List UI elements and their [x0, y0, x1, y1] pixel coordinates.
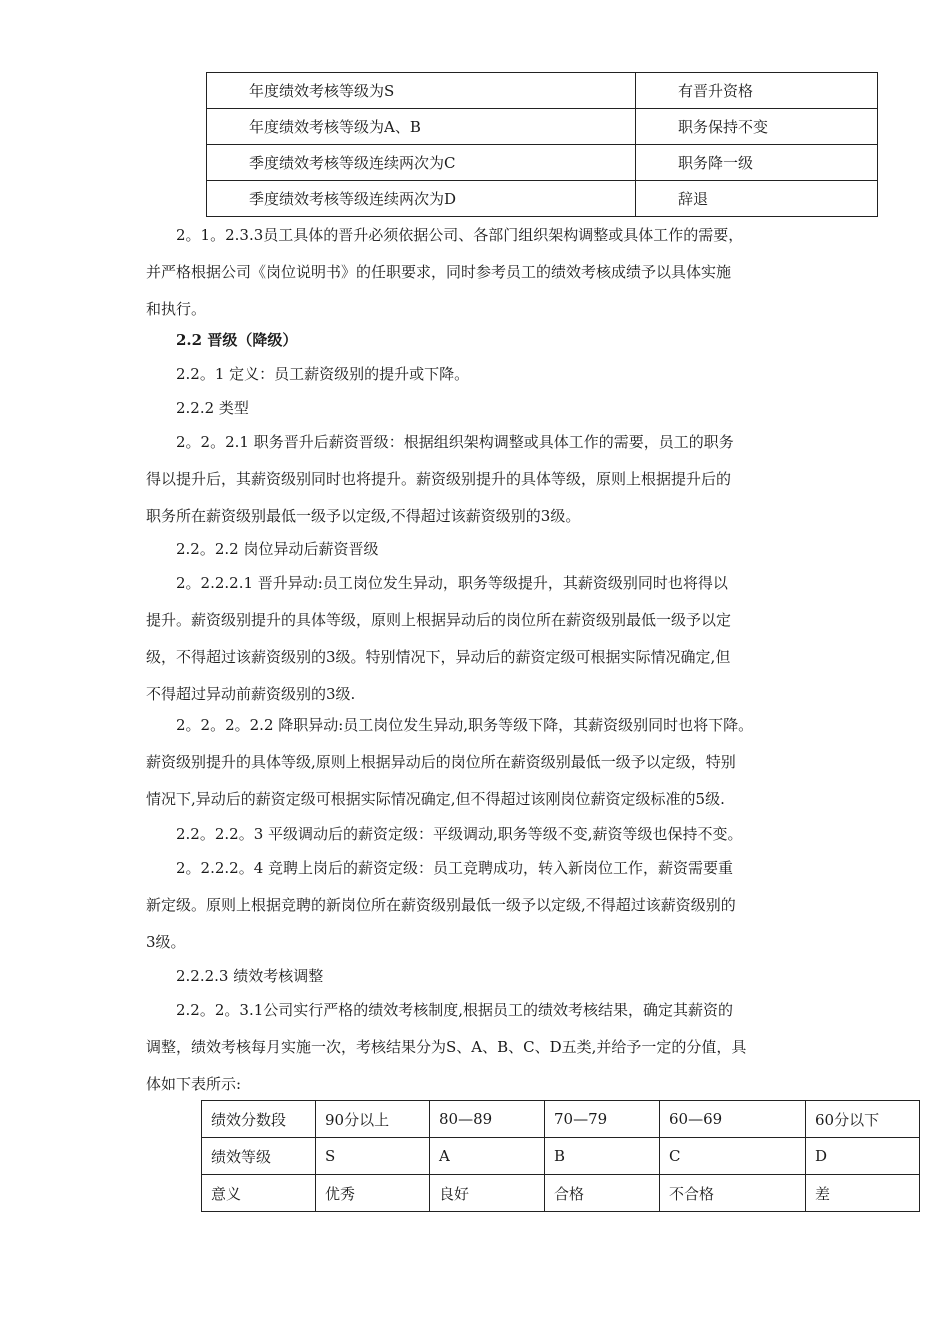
table-cell: 60分以下: [806, 1101, 920, 1138]
paragraph-definition: 2.2。1 定义：员工薪资级别的提升或下降。: [176, 365, 470, 383]
table-cell: 年度绩效考核等级为S: [207, 73, 636, 109]
table-cell: A: [430, 1138, 545, 1175]
table-cell: S: [316, 1138, 430, 1175]
text-line: 和执行。: [146, 300, 207, 318]
paragraph-types: 2.2.2 类型: [176, 399, 249, 417]
text-line: 3级。: [146, 933, 186, 951]
table-cell: 良好: [430, 1175, 545, 1212]
table-cell: 差: [806, 1175, 920, 1212]
table-cell: 职务保持不变: [636, 109, 878, 145]
table-cell: C: [660, 1138, 806, 1175]
text-line: 提升。薪资级别提升的具体等级，原则上根据异动后的岗位所在薪资级别最低一级予以定: [146, 611, 732, 629]
table-row: [207, 73, 878, 109]
paragraph-competitive-post: [146, 850, 836, 961]
text-line: 2。2。2.1 职务晋升后薪资晋级：根据组织架构调整或具体工作的需要，员工的职务: [176, 433, 734, 451]
table-cell: 季度绩效考核等级连续两次为D: [207, 181, 636, 217]
text-line: 体如下表所示:: [146, 1075, 242, 1093]
text-line: 新定级。原则上根据竞聘的新岗位所在薪资级别最低一级予以定级,不得超过该薪资级别的: [146, 896, 736, 914]
table-cell: 季度绩效考核等级连续两次为C: [207, 145, 636, 181]
text-line: 并严格根据公司《岗位说明书》的任职要求，同时参考员工的绩效考核成绩予以具体实施: [146, 263, 732, 281]
paragraph-2-2-2-1: [146, 424, 836, 535]
table-cell: 年度绩效考核等级为A、B: [207, 109, 636, 145]
text-line: 级，不得超过该薪资级别的3级。特别情况下，异动后的薪资定级可根据实际情况确定,但: [146, 648, 731, 666]
text-line: 调整，绩效考核每月实施一次，考核结果分为S、A、B、C、D五类,并给予一定的分值，具: [146, 1038, 747, 1056]
table-cell: 70—79: [545, 1101, 660, 1138]
text-line: 2.2。2。3.1公司实行严格的绩效考核制度,根据员工的绩效考核结果，确定其薪资的: [176, 1001, 734, 1019]
text-line: 职务所在薪资级别最低一级予以定级,不得超过该薪资级别的3级。: [146, 507, 581, 525]
table-cell: B: [545, 1138, 660, 1175]
table-cell: 60—69: [660, 1101, 806, 1138]
text-line: 2。2.2.2.1 晋升异动:员工岗位发生异动，职务等级提升，其薪资级别同时也将得以: [176, 574, 728, 592]
table-row: [207, 109, 878, 145]
table-cell: 绩效分数段: [202, 1101, 316, 1138]
text-line: 2。1。2.3.3员工具体的晋升必须依据公司、各部门组织架构调整或具体工作的需要，: [176, 226, 744, 244]
text-line: 2。2。2。2.2 降职异动:员工岗位发生异动,职务等级下降，其薪资级别同时也将下降。: [176, 716, 754, 734]
table-cell: 意义: [202, 1175, 316, 1212]
table-cell: 不合格: [660, 1175, 806, 1212]
paragraph-promotion-transfer: [146, 565, 836, 713]
table-cell: 80—89: [430, 1101, 545, 1138]
section-heading: 2.2 晋级（降级）: [176, 331, 298, 349]
text-line: 情况下,异动后的薪资定级可根据实际情况确定,但不得超过该刚岗位薪资定级标准的5级.: [146, 790, 725, 808]
table-row: [202, 1101, 920, 1138]
table-cell: 辞退: [636, 181, 878, 217]
table-cell: 90分以上: [316, 1101, 430, 1138]
paragraph-lateral-transfer: 2.2。2.2。3 平级调动后的薪资定级：平级调动,职务等级不变,薪资等级也保持不变。: [176, 825, 743, 843]
paragraph-demotion-transfer: [146, 707, 836, 818]
paragraph-performance-system: [146, 992, 836, 1103]
table-row: [202, 1175, 920, 1212]
text-line: 2。2.2.2。4 竞聘上岗后的薪资定级：员工竞聘成功，转入新岗位工作，薪资需要重: [176, 859, 734, 877]
table-cell: 绩效等级: [202, 1138, 316, 1175]
table-row: [207, 181, 878, 217]
promotion-rules-table: [206, 72, 878, 217]
table-cell: 优秀: [316, 1175, 430, 1212]
text-line: 得以提升后，其薪资级别同时也将提升。薪资级别提升的具体等级，原则上根据提升后的: [146, 470, 732, 488]
paragraph-2-2-2-2: 2.2。2.2 岗位异动后薪资晋级: [176, 540, 379, 558]
text-line: 薪资级别提升的具体等级,原则上根据异动后的岗位所在薪资级别最低一级予以定级，特别: [146, 753, 736, 771]
table-row: [207, 145, 878, 181]
paragraph-2-1-2-3-3: [146, 217, 836, 328]
table-cell: D: [806, 1138, 920, 1175]
table-cell: 合格: [545, 1175, 660, 1212]
text-line: 不得超过异动前薪资级别的3级.: [146, 685, 356, 703]
table-cell: 有晋升资格: [636, 73, 878, 109]
table-cell: 职务降一级: [636, 145, 878, 181]
performance-grade-table: [201, 1100, 920, 1212]
table-row: [202, 1138, 920, 1175]
paragraph-performance-adjustment: 2.2.2.3 绩效考核调整: [176, 967, 324, 985]
